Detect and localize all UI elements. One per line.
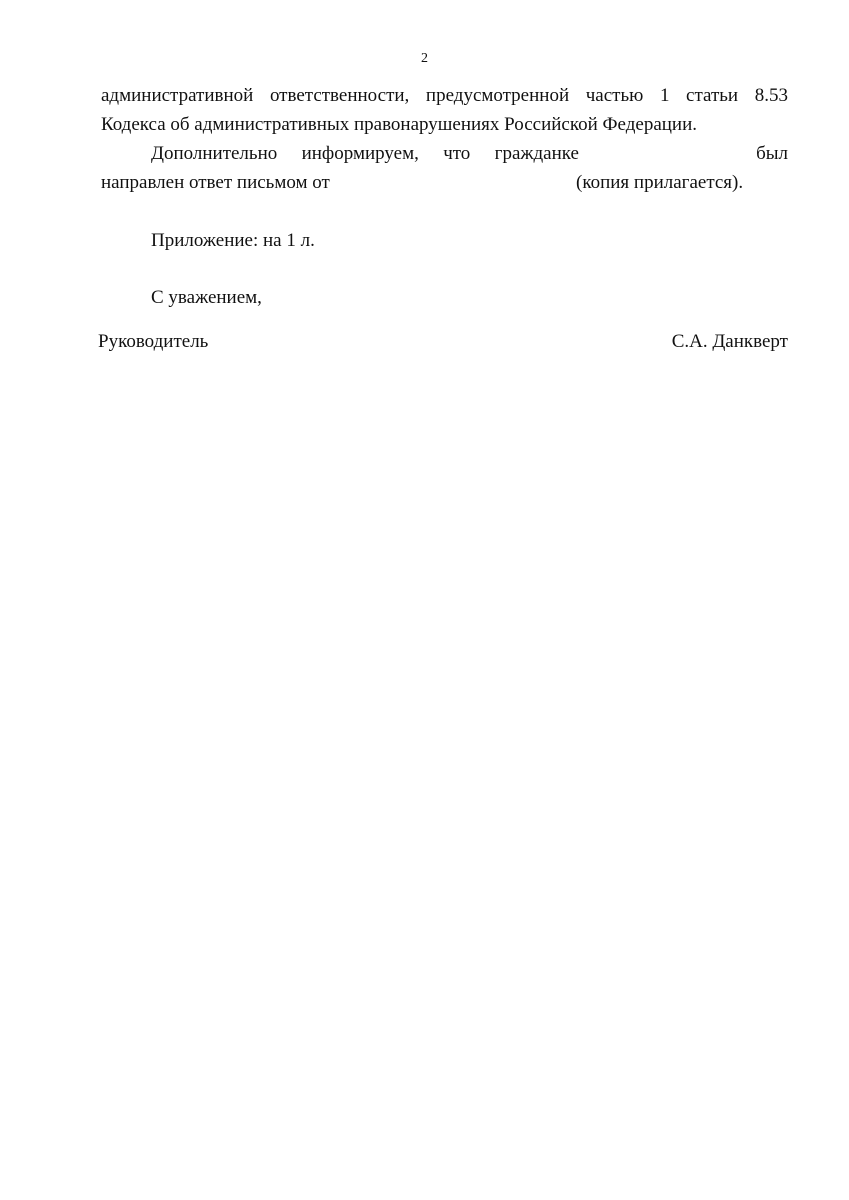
signature-name: С.А. Данкверт — [671, 331, 788, 352]
body-line-1-word: частью — [585, 85, 644, 106]
page-number: 2 — [421, 51, 428, 66]
attachment-note: Приложение: на 1 л. — [151, 230, 315, 251]
body-line-3-word: информируем, — [301, 143, 419, 164]
body-line-1 — [101, 84, 788, 108]
body-line-3-end: был — [756, 143, 788, 164]
body-line-4-start: направлен ответ письмом от — [101, 172, 330, 193]
body-line-3 — [151, 142, 579, 166]
body-line-4-end: (копия прилагается). — [576, 172, 744, 193]
body-line-1-word: 8.53 — [754, 85, 788, 106]
body-line-1-word: административной — [101, 85, 254, 106]
body-line-1-word: ответственности, — [269, 85, 410, 106]
closing-phrase: С уважением, — [151, 287, 262, 308]
body-line-2: Кодекса об административных правонарушениях Российской Федерации. — [101, 114, 698, 135]
body-line-1-word: предусмотренной — [425, 85, 570, 106]
body-line-3-word: что — [443, 143, 471, 164]
body-line-1-word: 1 — [659, 85, 670, 106]
body-line-3-word: гражданке — [494, 143, 579, 164]
body-line-3-word: Дополнительно — [151, 143, 278, 164]
body-line-1-word: статьи — [686, 85, 739, 106]
signature-position: Руководитель — [98, 331, 209, 352]
